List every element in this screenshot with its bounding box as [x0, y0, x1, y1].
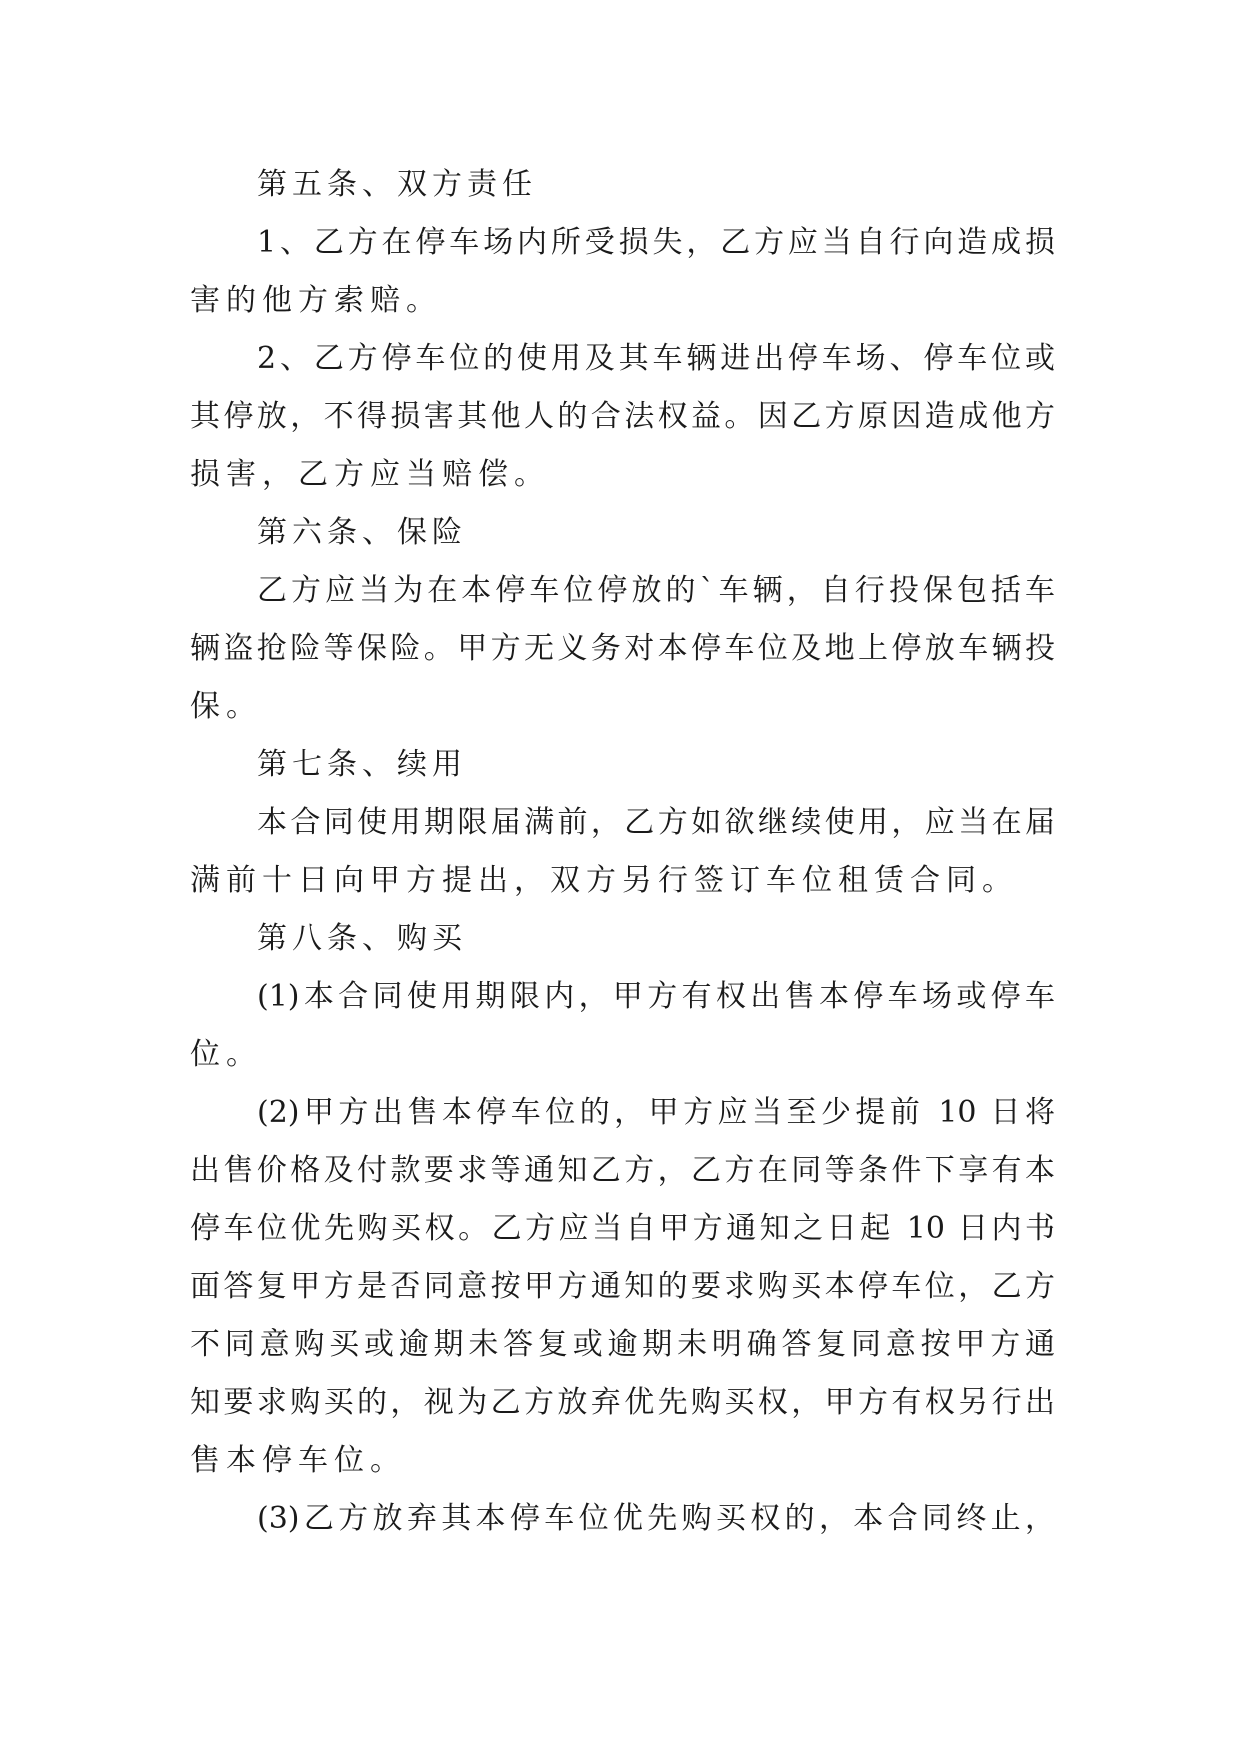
paragraph-line: 保。 — [190, 689, 262, 724]
paragraph-line: 面​答​复​甲​方​是​否​同​意​按​甲​方​通​知​的​要​求​购​买​本​停​车​位​，​乙​方 — [190, 1269, 1055, 1304]
paragraph-line: 出​售​价​格​及​付​款​要​求​等​通​知​乙​方​，​乙​方​在​同​等​条​件​下​享​有​本 — [190, 1153, 1055, 1188]
section-heading-6: 第六条、保险 — [257, 515, 467, 550]
paragraph-line: 不​同​意​购​买​或​逾​期​未​答​复​或​逾​期​未​明​确​答​复​同​意​按​甲​方​通 — [190, 1327, 1055, 1362]
paragraph-line: 其​停​放​，​不​得​损​害​其​他​人​的​合​法​权​益​。​因​乙​方​原​因​造​成​他​方 — [190, 399, 1055, 434]
section-heading-5: 第五条、双方责任 — [257, 167, 537, 202]
paragraph-line: 位。 — [190, 1037, 262, 1072]
paragraph-line: 1​、​乙​方​在​停​车​场​内​所​受​损​失​，​乙​方​应​当​自​行​向​造​成​损 — [257, 225, 1055, 260]
paragraph-line: 本​合​同​使​用​期​限​届​满​前​，​乙​方​如​欲​继​续​使​用​，​应​当​在​届 — [257, 805, 1055, 840]
paragraph-line: 损害，乙方应当赔偿。 — [190, 457, 550, 492]
paragraph-line: (​2​)​甲​方​出​售​本​停​车​位​的​，​甲​方​应​当​至​少​提​前​ ​1​0​ ​日​将 — [257, 1095, 1055, 1130]
paragraph-line: 知​要​求​购​买​的​，​视​为​乙​方​放​弃​优​先​购​买​权​，​甲​方​有​权​另​行​出 — [190, 1385, 1055, 1420]
document-page — [190, 156, 1055, 1548]
paragraph-line: 售本停车位。 — [190, 1443, 406, 1478]
paragraph-line: 停​车​位​优​先​购​买​权​。​乙​方​应​当​自​甲​方​通​知​之​日​起​ ​1​0​ ​日​内​书 — [190, 1211, 1055, 1246]
paragraph-line: 害的他方索赔。 — [190, 283, 442, 318]
paragraph-line: 乙​方​应​当​为​在​本​停​车​位​停​放​的​`​车​辆​，​自​行​投​保​包​括​车 — [257, 573, 1055, 608]
paragraph-line: (​3​)​乙​方​放​弃​其​本​停​车​位​优​先​购​买​权​的​，​本​合​同​终​止​， — [257, 1501, 1055, 1536]
paragraph-line: 满前十日向甲方提出，双方另行签订车位租赁合同。 — [190, 863, 1018, 898]
section-heading-8: 第八条、购买 — [257, 921, 467, 956]
paragraph-line: 辆​盗​抢​险​等​保​险​。​甲​方​无​义​务​对​本​停​车​位​及​地​上​停​放​车​辆​投 — [190, 631, 1055, 666]
paragraph-line: (​1​)​本​合​同​使​用​期​限​内​，​甲​方​有​权​出​售​本​停​车​场​或​停​车 — [257, 979, 1055, 1014]
section-heading-7: 第七条、续用 — [257, 747, 467, 782]
paragraph-line: 2​、​乙​方​停​车​位​的​使​用​及​其​车​辆​进​出​停​车​场​、​停​车​位​或 — [257, 341, 1055, 376]
